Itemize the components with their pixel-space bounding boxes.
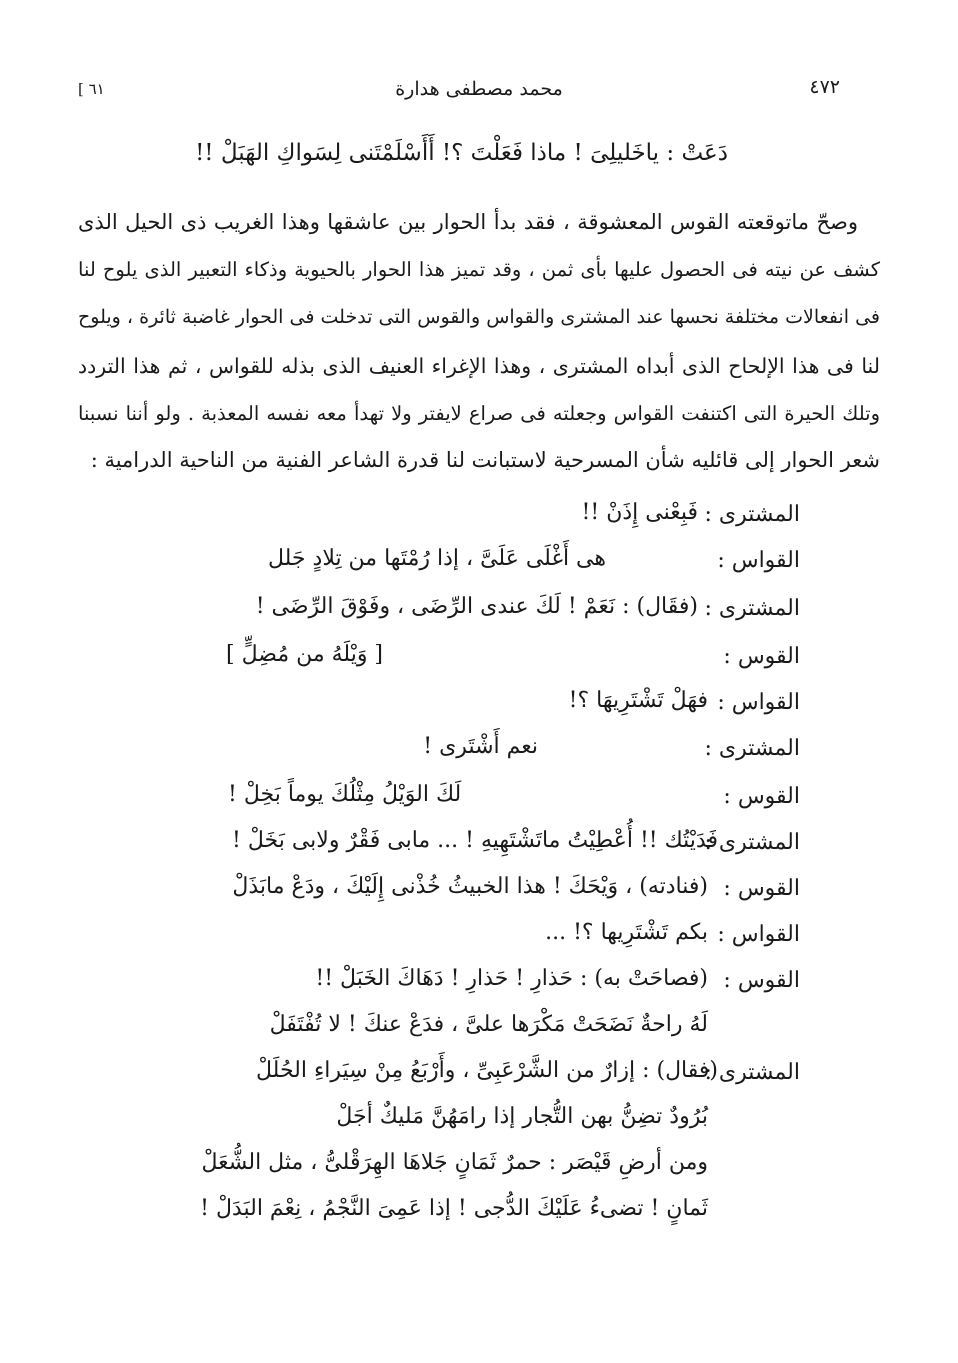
dialogue-line: لَكَ الوَيْلُ مِثْلُكَ يوماً بَخِلْ !: [228, 782, 462, 807]
paragraph-line: لنا فى هذا الإلحاح الذى أبداه المشترى ، وهذا الإغراء العنيف الذى بذله للقواس ، ثم هذا التردد: [78, 354, 880, 378]
speaker-label: القوس :: [723, 876, 800, 901]
paragraph-line: فى انفعالات مختلفة نحسها عند المشترى والقواس والقوس التى تدخلت فى الحوار غاضبة ثائرة ، ويلوح: [78, 306, 880, 328]
dialogue-line: فَبِعْنى إِذَنْ !!: [581, 500, 698, 525]
dialogue-line: [ وَيْلَهُ من مُضِلٍّ ]: [226, 642, 384, 667]
dialogue-line: ثَمانٍ ! تضىءُ عَلَيْكَ الدُّجى ! إذا عَمِىَ النَّجْمُ ، نِعْمَ البَدَلْ !: [200, 1196, 708, 1221]
opening-verse: دَعَتْ : ياخَليلِىَ ! ماذا فَعَلْتَ ؟! أَأَسْلَمْتَنى لِسَواكِ الهَبَلْ !!: [195, 140, 728, 166]
speaker-label: المشترى :: [704, 1060, 800, 1085]
dialogue-line: فهَلْ تَشْتَرِيهَا ؟!: [568, 688, 708, 713]
speaker-label: المشترى :: [704, 596, 800, 621]
speaker-label: المشترى :: [704, 830, 800, 855]
speaker-label: القواس :: [717, 922, 800, 947]
speaker-label: القوس :: [723, 784, 800, 809]
dialogue-line: بكم تَشْتَرِيها ؟! ...: [545, 920, 708, 945]
speaker-label: القواس :: [717, 548, 800, 573]
dialogue-line: لَهُ راحةٌ نَضَحَتْ مَكْرَها علىَّ ، فدَعْ عنكَ ! لا تُفْتَفَلْ: [269, 1012, 708, 1037]
dialogue-line: بُرُودٌ تضِنُّ بهن التُّجار إذا رامَهُنَّ مَليكٌ أجَلْ: [336, 1104, 708, 1129]
paragraph-line: شعر الحوار إلى قائليه شأن المسرحية لاستبانت لنا قدرة الشاعر الفنية من الناحية الدرامية :: [90, 448, 880, 472]
dialogue-line: هى أَغْلَى عَلَىَّ ، إذا رُمْتَها من تِلادٍ جَلل: [267, 546, 606, 571]
speaker-label: المشترى :: [704, 502, 800, 527]
paragraph-line: وصحّ ماتوقعته القوس المعشوقة ، فقد بدأ الحوار بين عاشقها وهذا الغريب ذى الحيل الذى: [78, 210, 858, 234]
speaker-label: القوس :: [723, 968, 800, 993]
issue-marker: [ ٦١: [78, 80, 105, 98]
page-number: ٤٧٢: [809, 76, 840, 98]
speaker-label: المشترى :: [704, 736, 800, 761]
dialogue-line: (فقال) : إزارٌ من الشَّرْعَبِىِّ ، وأَرْبَعُ مِنْ سِيَراءِ الحُلَلْ: [256, 1058, 718, 1083]
dialogue-line: نعم أَشْتَرى !: [423, 734, 538, 759]
speaker-label: القوس :: [723, 644, 800, 669]
dialogue-line: فَدَيْتُك !! أُعْطِيْتُ ماتَشْتَهِيهِ ! ... مابى فَقْرٌ ولابى بَخَلْ !: [232, 828, 718, 853]
speaker-label: القواس :: [717, 690, 800, 715]
dialogue-line: ومن أرضِ قَيْصَر : حمرٌ ثَمَانٍ جَلاهَا الهِرَقْلىُّ ، مثل الشُّعَلْ: [201, 1150, 708, 1175]
paragraph-line: وتلك الحيرة التى اكتنفت القواس وجعلته فى صراع لايفتر ولا تهدأ معه نفسه المعذبة . ولو أننا نسبنا: [78, 402, 880, 425]
running-header-author: محمد مصطفى هدارة: [395, 78, 563, 100]
dialogue-line: (فصاحَتْ به) : حَذارِ ! حَذارِ ! دَهَاكَ الخَبَلْ !!: [315, 966, 708, 991]
dialogue-line: (فنادته) ، وَيْحَكَ ! هذا الخبيثُ خُذْنى إِلَيْكَ ، ودَعْ مابَذَلْ: [232, 874, 708, 899]
dialogue-line: (فقَال) : نَعَمْ ! لَكَ عندى الرِّضَى ، وفَوْقَ الرِّضَى !: [255, 594, 698, 619]
paragraph-line: كشف عن نيته فى الحصول عليها بأى ثمن ، وقد تميز هذا الحوار بالحيوية وذكاء التعبير الذى يلوح لنا: [78, 258, 880, 281]
